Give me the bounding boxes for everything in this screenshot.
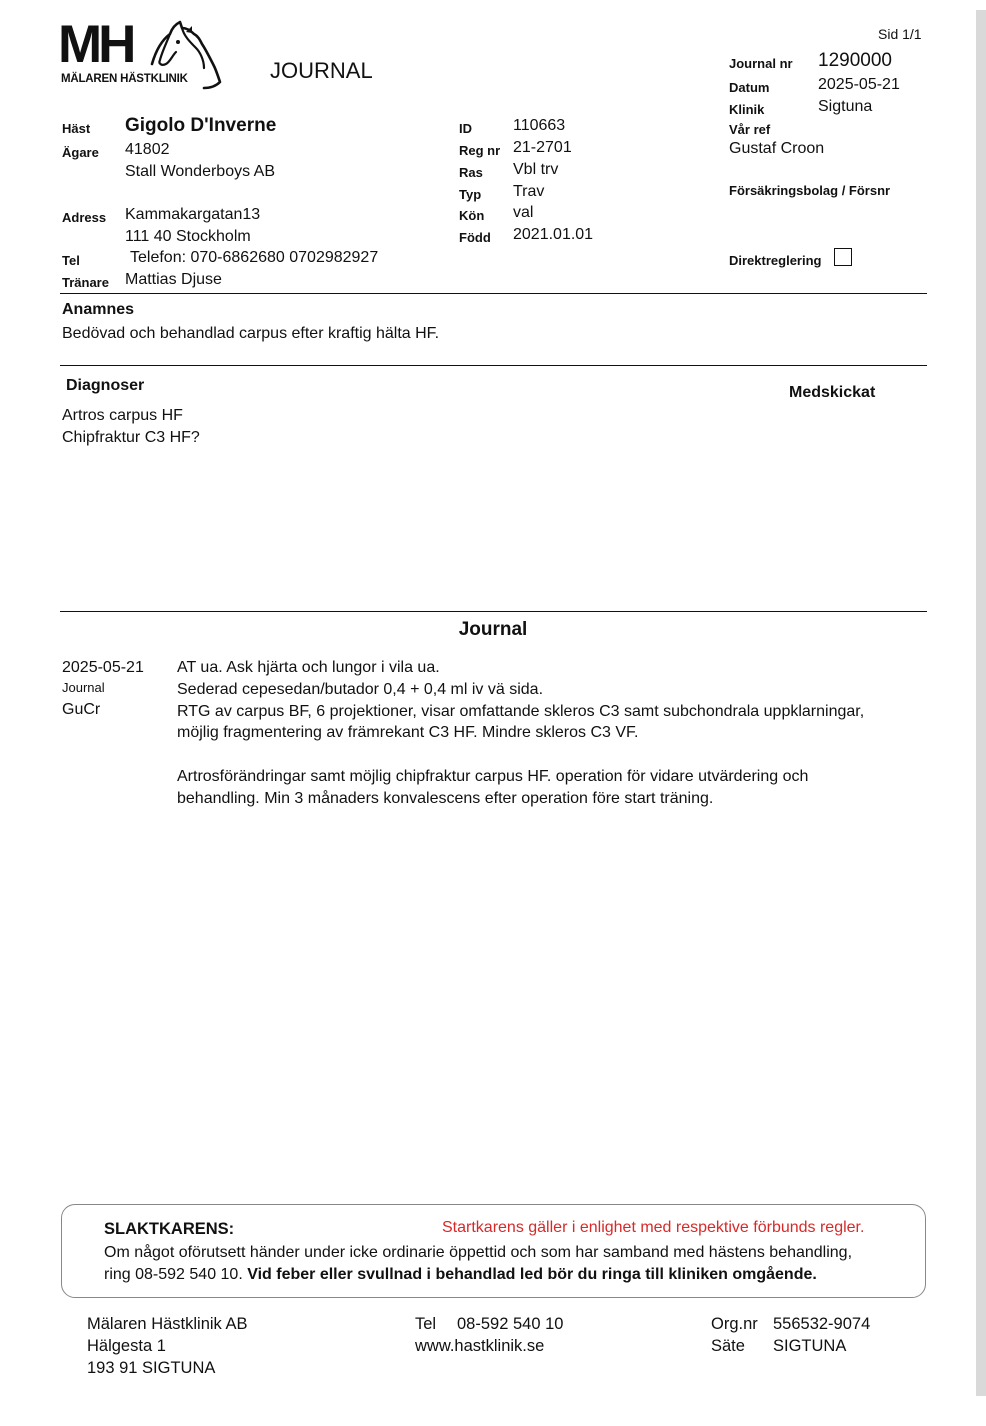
horse-name: Gigolo D'Inverne bbox=[125, 115, 277, 136]
journal-line: AT ua. Ask hjärta och lungor i vila ua. bbox=[177, 659, 440, 676]
medskickat-label: Medskickat bbox=[789, 384, 876, 401]
reg-nr-label: Reg nr bbox=[459, 143, 501, 158]
tel-label: Tel bbox=[62, 253, 80, 268]
journal-line: Artrosförändringar samt möjlig chipfraktur carpus HF. operation för vidare utvärdering och bbox=[177, 768, 809, 785]
insurance-label: Försäkringsbolag / Försnr bbox=[729, 183, 891, 198]
notice-red-text: Startkarens gäller i enlighet med respektive förbunds regler. bbox=[442, 1219, 865, 1236]
anamnes-title: Anamnes bbox=[62, 301, 135, 318]
typ-value: Trav bbox=[513, 183, 545, 200]
klinik-value: Sigtuna bbox=[818, 98, 873, 115]
journal-line: RTG av carpus BF, 6 projektioner, visar omfattande skleros C3 samt subchondrala uppklarningar, bbox=[177, 703, 865, 720]
diagnoser-title: Diagnoser bbox=[66, 377, 145, 394]
address-street: Kammakargatan13 bbox=[125, 206, 261, 223]
anamnes-text: Bedövad och behandlad carpus efter kraftig hälta HF. bbox=[62, 325, 440, 342]
datum-value: 2025-05-21 bbox=[818, 76, 900, 93]
journal-nr-label: Journal nr bbox=[729, 56, 793, 71]
trainer-name: Mattias Djuse bbox=[125, 271, 222, 288]
fodd-value: 2021.01.01 bbox=[513, 226, 594, 243]
ras-value: Vbl trv bbox=[513, 161, 559, 178]
page-indicator: Sid 1/1 bbox=[878, 26, 922, 42]
adress-label: Adress bbox=[62, 210, 107, 225]
journal-line: möjlig fragmentering av främrekant C3 HF. Mindre skleros C3 VF. bbox=[177, 724, 639, 741]
footer-tel-label: Tel bbox=[415, 1315, 437, 1333]
divider bbox=[60, 365, 927, 366]
notice-line-bold: Vid feber eller svullnad i behandlad led bör du ringa till kliniken omgående. bbox=[247, 1266, 817, 1283]
footer-tel: 08-592 540 10 bbox=[457, 1315, 564, 1333]
notice-line bbox=[104, 1266, 817, 1284]
diagnosis-item: Artros carpus HF bbox=[62, 407, 183, 424]
typ-label: Typ bbox=[459, 187, 482, 202]
footer-street: Hälgesta 1 bbox=[87, 1337, 166, 1355]
direktreglering-label: Direktreglering bbox=[729, 253, 822, 268]
clinic-name: MÄLAREN HÄSTKLINIK bbox=[61, 73, 188, 85]
footer-org: 556532-9074 bbox=[773, 1315, 871, 1333]
reg-nr-value: 21-2701 bbox=[513, 139, 572, 156]
tranare-label: Tränare bbox=[62, 275, 109, 290]
ras-label: Ras bbox=[459, 165, 483, 180]
direktreglering-checkbox[interactable] bbox=[834, 248, 852, 266]
klinik-label: Klinik bbox=[729, 102, 765, 117]
footer-web-link[interactable]: www.hastklinik.se bbox=[415, 1337, 545, 1355]
kon-value: val bbox=[513, 204, 534, 221]
kon-label: Kön bbox=[459, 208, 485, 223]
journal-nr-value: 1290000 bbox=[818, 50, 892, 71]
journal-entry-date: 2025-05-21 bbox=[62, 659, 144, 676]
diagnosis-item: Chipfraktur C3 HF? bbox=[62, 429, 200, 446]
divider bbox=[60, 293, 927, 294]
footer-company: Mälaren Hästklinik AB bbox=[87, 1315, 248, 1333]
footer-org-label: Org.nr bbox=[711, 1315, 758, 1333]
logo-mark: MH bbox=[58, 15, 133, 74]
var-ref-label: Vår ref bbox=[729, 122, 771, 137]
notice-line-plain: ring 08-592 540 10. bbox=[104, 1266, 248, 1283]
id-label: ID bbox=[459, 121, 472, 136]
notice-line: Om något oförutsett händer under icke ordinarie öppettid och som har samband med hästens behandling, bbox=[104, 1244, 853, 1261]
journal-section-title: Journal bbox=[458, 619, 528, 640]
footer-postal: 193 91 SIGTUNA bbox=[87, 1359, 216, 1377]
document-title: JOURNAL bbox=[270, 58, 373, 83]
hast-label: Häst bbox=[62, 121, 91, 136]
fodd-label: Född bbox=[459, 230, 491, 245]
address-city: 111 40 Stockholm bbox=[125, 228, 251, 245]
agare-label: Ägare bbox=[62, 145, 99, 160]
journal-entry-signature: GuCr bbox=[62, 701, 101, 718]
owner-name: Stall Wonderboys AB bbox=[125, 163, 276, 180]
footer-sate-label: Säte bbox=[711, 1337, 745, 1355]
page-edge-shadow bbox=[976, 10, 986, 1396]
footer-sate: SIGTUNA bbox=[773, 1337, 847, 1355]
journal-entry-type: Journal bbox=[62, 680, 105, 695]
journal-line: behandling. Min 3 månaders konvalescens efter operation före start träning. bbox=[177, 790, 714, 807]
owner-phone: Telefon: 070-6862680 0702982927 bbox=[130, 249, 379, 266]
divider bbox=[60, 611, 927, 612]
owner-number: 41802 bbox=[125, 141, 170, 158]
id-value: 110663 bbox=[513, 117, 566, 134]
notice-title: SLAKTKARENS: bbox=[104, 1220, 235, 1238]
journal-line: Sederad cepesedan/butador 0,4 + 0,4 ml iv vä sida. bbox=[177, 681, 544, 698]
datum-label: Datum bbox=[729, 80, 770, 95]
var-ref-value: Gustaf Croon bbox=[729, 140, 825, 157]
